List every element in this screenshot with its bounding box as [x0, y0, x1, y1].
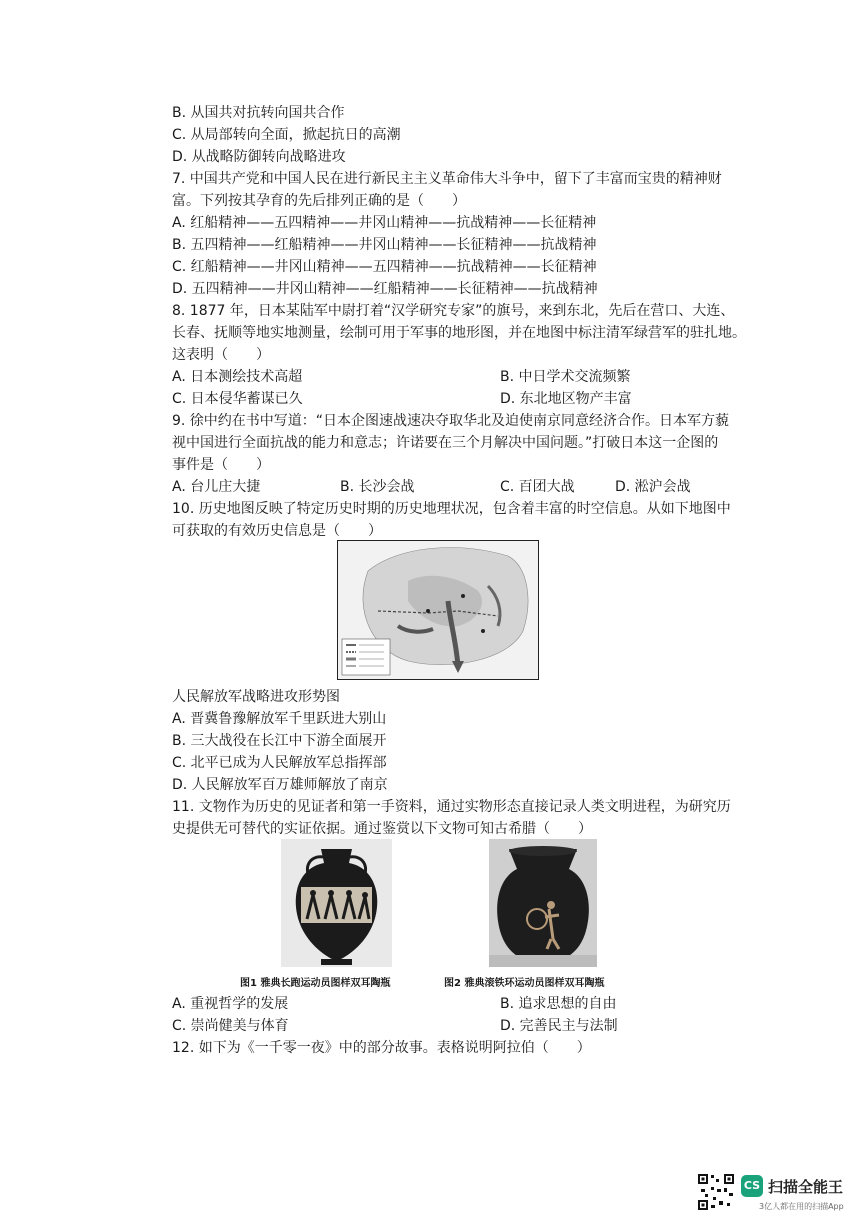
q11-option-a: A. 重视哲学的发展: [172, 996, 289, 1012]
q7-option-c: C. 红船精神——井冈山精神——五四精神——抗战精神——长征精神: [172, 259, 597, 275]
q8-stem-line2: 长春、抚顺等地实地测量，绘制可用于军事的地形图，并在地图中标注清军绿营军的驻扎地。: [172, 325, 746, 341]
q10-stem-line2: 可获取的有效历史信息是（ ）: [172, 523, 382, 539]
q8-option-a: A. 日本测绘技术高超: [172, 369, 303, 385]
qr-code: [697, 1173, 735, 1211]
vase-image-1: [281, 839, 392, 967]
q10-stem-line1: 10. 历史地图反映了特定历史时期的历史地理状况，包含着丰富的时空信息。从如下地图中: [172, 501, 731, 517]
q11-option-d: D. 完善民主与法制: [500, 1018, 618, 1034]
q9-stem-line1: 9. 徐中约在书中写道：“日本企图速战速决夺取华北及迫使南京同意经济合作。日本军方藐: [172, 413, 730, 429]
cs-logo-text: CS: [743, 1179, 761, 1192]
q9-option-a: A. 台儿庄大捷: [172, 479, 261, 495]
scanner-brand: 扫描全能王: [768, 1178, 844, 1196]
q8-option-b: B. 中日学术交流频繁: [500, 369, 631, 385]
q9-stem-line2: 视中国进行全面抗战的能力和意志；许诺要在三个月解决中国问题。”打破日本这一企图的: [172, 435, 719, 451]
q7-option-d: D. 五四精神——井冈山精神——红船精神——长征精神——抗战精神: [172, 281, 598, 297]
q11-option-c: C. 崇尚健美与体育: [172, 1018, 289, 1034]
q11-option-b: B. 追求思想的自由: [500, 996, 617, 1012]
q10-option-c: C. 北平已成为人民解放军总指挥部: [172, 755, 387, 771]
q9-option-c: C. 百团大战: [500, 479, 575, 495]
vase-hoop-graphic: [489, 839, 597, 967]
amphora-runners-graphic: [281, 839, 392, 967]
q9-option-b: B. 长沙会战: [340, 479, 415, 495]
cs-logo-icon: [741, 1175, 763, 1197]
q6-option-b: B. 从国共对抗转向国共合作: [172, 105, 345, 121]
q8-stem-line3: 这表明（ ）: [172, 347, 270, 363]
q10-option-d: D. 人民解放军百万雄师解放了南京: [172, 777, 388, 793]
q9-stem-line3: 事件是（ ）: [172, 457, 270, 473]
q12-stem: 12. 如下为《一千零一夜》中的部分故事。表格说明阿拉伯（ ）: [172, 1040, 591, 1056]
map-graphic: [338, 541, 538, 679]
scanner-tagline: 3亿人都在用的扫描App: [759, 1202, 844, 1211]
vase-image-2: [489, 839, 597, 967]
figure-2-caption: 图2 雅典滚铁环运动员图样双耳陶瓶: [444, 978, 605, 989]
strategic-offensive-map: [337, 540, 539, 680]
q8-option-c: C. 日本侵华蓄谋已久: [172, 391, 303, 407]
q7-option-a: A. 红船精神——五四精神——井冈山精神——抗战精神——长征精神: [172, 215, 597, 231]
q9-option-d: D. 淞沪会战: [615, 479, 691, 495]
q7-stem-line2: 富。下列按其孕育的先后排列正确的是（ ）: [172, 193, 466, 209]
q6-option-c: C. 从局部转向全面，掀起抗日的高潮: [172, 127, 401, 143]
q8-option-d: D. 东北地区物产丰富: [500, 391, 632, 407]
q7-option-b: B. 五四精神——红船精神——井冈山精神——长征精神——抗战精神: [172, 237, 597, 253]
q7-stem-line1: 7. 中国共产党和中国人民在进行新民主主义革命伟大斗争中，留下了丰富而宝贵的精神财: [172, 171, 722, 187]
q10-option-b: B. 三大战役在长江中下游全面展开: [172, 733, 387, 749]
qr-code-graphic: [697, 1173, 735, 1211]
figure-1-caption: 图1 雅典长跑运动员图样双耳陶瓶: [240, 978, 391, 989]
q11-stem-line2: 史提供无可替代的实证依据。通过鉴赏以下文物可知古希腊（ ）: [172, 821, 592, 837]
q6-option-d: D. 从战略防御转向战略进攻: [172, 149, 346, 165]
q10-option-a: A. 晋冀鲁豫解放军千里跃进大别山: [172, 711, 387, 727]
q11-stem-line1: 11. 文物作为历史的见证者和第一手资料，通过实物形态直接记录人类文明进程，为研究历: [172, 799, 731, 815]
map-caption: 人民解放军战略进攻形势图: [172, 689, 340, 705]
q8-stem-line1: 8. 1877 年，日本某陆军中尉打着“汉学研究专家”的旗号，来到东北，先后在营口、大连、: [172, 303, 735, 319]
